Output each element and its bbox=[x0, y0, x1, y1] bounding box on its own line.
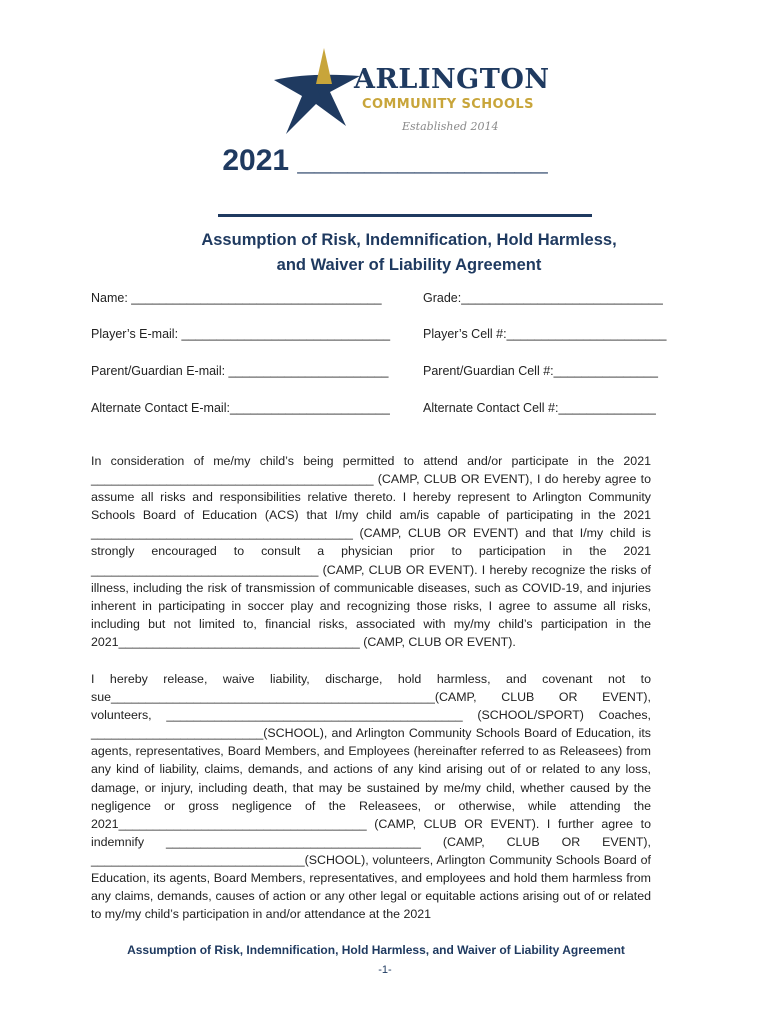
year-heading: 2021 _______________ bbox=[222, 144, 548, 177]
player-email-field[interactable]: Player’s E-mail: ______________________________ bbox=[91, 327, 391, 341]
logo-title: ARLINGTON bbox=[354, 64, 550, 95]
paragraph-release: I hereby release, waive liability, discharge, hold harmless, and covenant not to sue_______________________________________________(CAMP, CLUB OR EVENT), volunteers, ___________________________________________ (SCHOOL/SPORT) Coaches, _________________________(SCHOOL), and Arlington Community Schools Board of Education, its agents, representatives, Board Members, and Employees (hereinafter referred to as Releasees) from any kind of liability, claims, demands, and actions of any kind arising out of or related to any loss, damage, or injury, including death, that may be sustained by me/my child, whether caused by the negligence or gross negligence of the Releasees, or otherwise, while attending the 2021____________________________________ (CAMP, CLUB OR EVENT). I further agree to indemnify _____________________________________ (CAMP, CLUB OR EVENT), _______________________________(SCHOOL), volunteers, Arlington Community Schools Board of Education, its agents, Board Members, representatives, and employees and hold them harmless from any claims, demands, causes of action or any other legal or equitable actions arising out of or related to my/my child’s participation in and/or attendance at the 2021 bbox=[91, 672, 651, 922]
title-line-2: and Waiver of Liability Agreement bbox=[276, 256, 542, 274]
logo-established: Established 2014 bbox=[402, 120, 499, 133]
logo-subtitle: COMMUNITY SCHOOLS bbox=[362, 97, 534, 112]
star-logo-icon bbox=[272, 44, 362, 140]
arlington-logo bbox=[272, 44, 550, 140]
parent-cell-field[interactable]: Parent/Guardian Cell #:_______________ bbox=[423, 364, 658, 378]
document-title bbox=[0, 228, 770, 278]
player-cell-field[interactable]: Player’s Cell #:_______________________ bbox=[423, 327, 667, 341]
page-number: -1- bbox=[378, 964, 392, 976]
alternate-cell-field[interactable]: Alternate Contact Cell #:______________ bbox=[423, 401, 656, 415]
name-field[interactable]: Name: ____________________________________ bbox=[91, 291, 382, 305]
alternate-email-field[interactable]: Alternate Contact E-mail:_______________________ bbox=[91, 401, 390, 415]
heading-blank-line bbox=[218, 214, 592, 217]
grade-field[interactable]: Grade:_____________________________ bbox=[423, 291, 663, 305]
paragraph-assumption: In consideration of me/my child’s being permitted to attend and/or participate in the 2021 _________________________________________ (CAMP, CLUB OR EVENT), I do hereby agree to assume all risks and responsibilities relative thereto. I hereby represent to Arlington Community Schools Board of Education (ACS) that I/my child am/is capable of participating in the 2021 ______________________________________ (CAMP, CLUB OR EVENT) and that I/my child is strongly encouraged to consult a physician prior to participation in the 2021 _________________________________ (CAMP, CLUB OR EVENT). I hereby recognize the risks of illness, including the risk of transmission of communicable diseases, such as COVID-19, and injuries inherent in participating in soccer play and recognizing those risks, I agree to assume all risks, including but not limited to, financial risks, associated with my/my child’s participation in the 2021___________________________________ (CAMP, CLUB OR EVENT). bbox=[91, 454, 651, 649]
parent-email-field[interactable]: Parent/Guardian E-mail: _______________________ bbox=[91, 364, 389, 378]
title-line-1: Assumption of Risk, Indemnification, Hold Harmless, bbox=[201, 231, 617, 249]
footer-title: Assumption of Risk, Indemnification, Hold Harmless, and Waiver of Liability Agreement bbox=[127, 943, 625, 957]
